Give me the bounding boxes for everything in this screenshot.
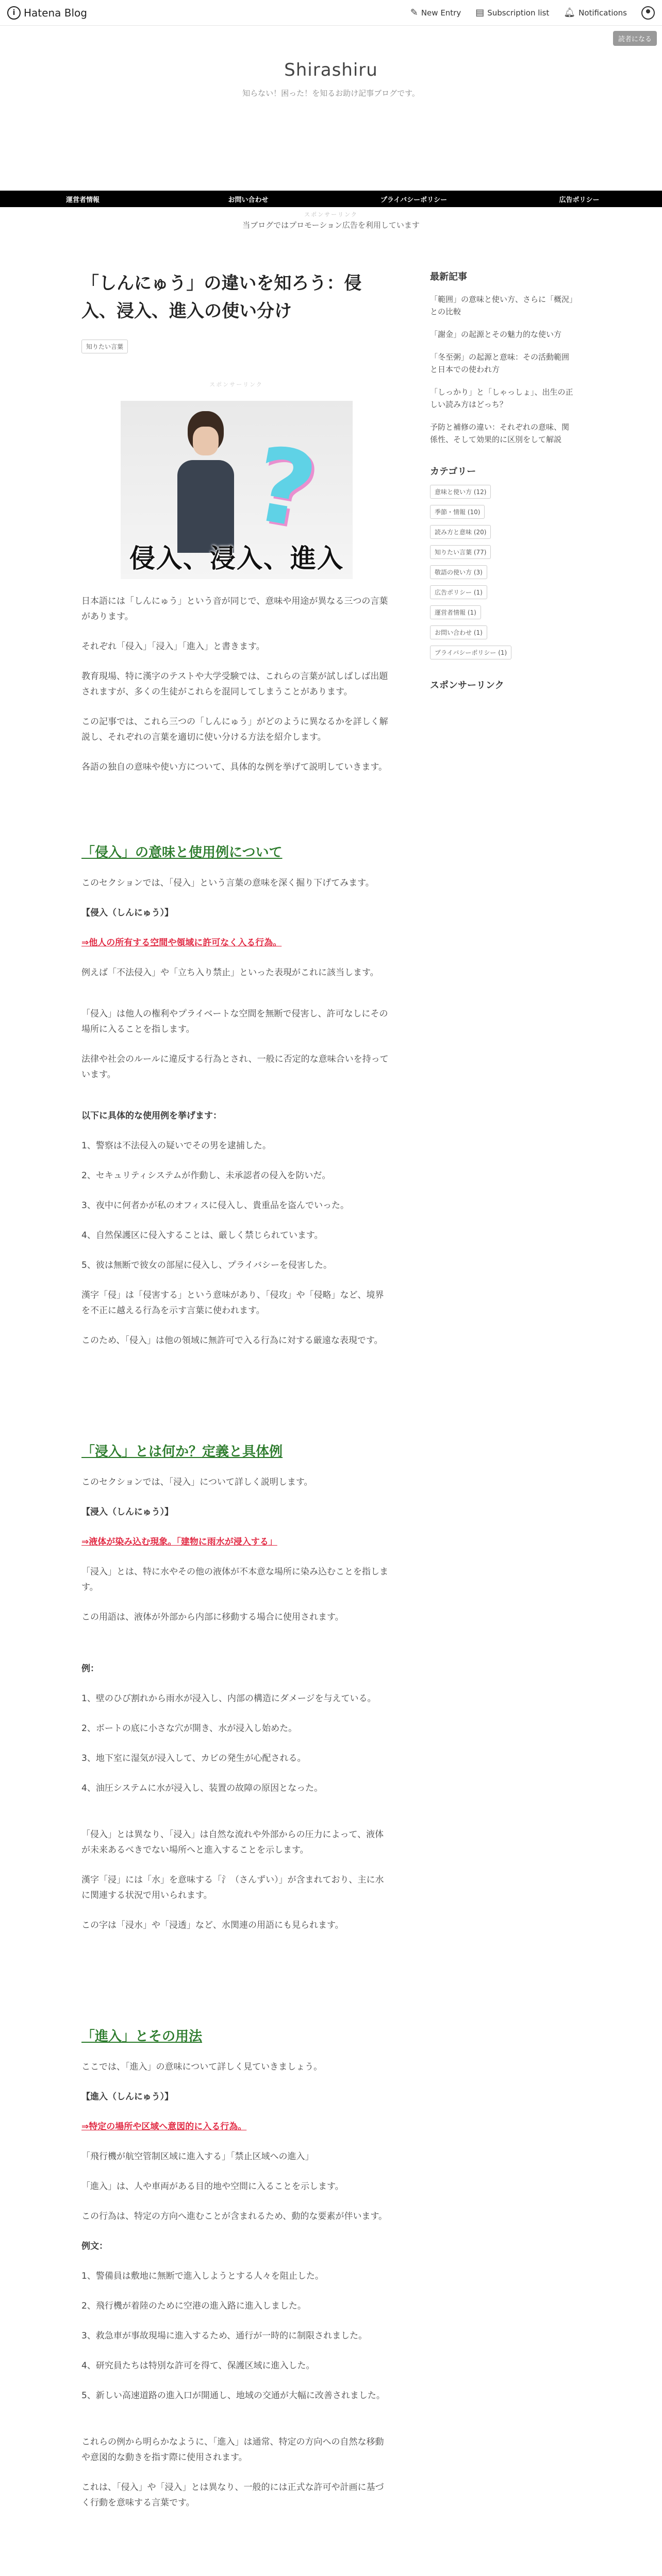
hero-caption: 侵入、浸入、進入 — [129, 544, 344, 573]
category-link[interactable]: プライバシーポリシー (1) — [430, 646, 511, 659]
body-paragraph: 漢字「浸」には「水」を意味する「氵（さんずい）」が含まれており、主に水に関連する状況で用いられます。 — [81, 1875, 384, 1901]
body-paragraph: 漢字「侵」は「侵害する」という意味があり、「侵攻」や「侵略」など、境界を不正に越える行為を示す言葉に使われます。 — [81, 1290, 384, 1316]
example-item: 2、セキュリティシステムが作動し、未承認者の侵入を防いだ。 — [81, 1171, 331, 1181]
example-item: 5、新しい高速道路の進入口が開通し、地域の交通が大幅に改善されました。 — [81, 2391, 385, 2401]
example-item: 3、地下室に湿気が浸入して、カビの発生が心配される。 — [81, 1753, 306, 1764]
sponsor-label: スポンサーリンク — [209, 381, 263, 388]
section-heading-shinnyu-seep: 「浸入」とは何か？定義と具体例 — [81, 1444, 283, 1460]
nav-item-contact[interactable]: お問い合わせ — [228, 196, 269, 204]
category-link[interactable]: 敬語の使い方 (3) — [430, 565, 487, 579]
example-item: 4、研究員たちは特別な許可を得て、保護区域に進入した。 — [81, 2361, 315, 2371]
hatena-logo-icon: i — [7, 6, 21, 20]
page-layout — [0, 230, 662, 2511]
body-paragraph: これらの例から明らかなように、「進入」は通常、特定の方向への自然な移動や意図的な動きを指す際に使用されます。 — [81, 2437, 384, 2463]
nav-item-privacy-policy[interactable]: プライバシーポリシー — [380, 196, 448, 204]
intro-paragraph: この記事では、これら三つの「しんにゅう」がどのように異なるかを詳しく解説し、それぞれの言葉を適切に使い分ける方法を紹介します。 — [81, 717, 388, 742]
hatena-logo-text: Hatena Blog — [24, 6, 87, 19]
new-entry-link[interactable] — [410, 7, 461, 18]
category-link[interactable]: お問い合わせ (1) — [430, 625, 487, 639]
intro-paragraph: 日本語には「しんにゅう」という音が同じで、意味や用途が異なる三つの言葉があります。 — [81, 596, 388, 622]
recent-post-link[interactable]: 「謝金」の起源とその魅力的な使い方 — [430, 330, 562, 339]
blog-header — [0, 26, 662, 191]
examples-title: 例文： — [81, 2241, 108, 2251]
body-paragraph: このため、「侵入」は他の領域に無許可で入る行為に対する厳遠な表現です。 — [81, 1335, 383, 1346]
category-link[interactable]: 読み方と意味 (20) — [430, 525, 491, 539]
recent-post-link[interactable]: 「冬至粥」の起源と意味：その活動範囲と日本での使われ方 — [430, 352, 570, 374]
hatena-logo[interactable] — [7, 6, 87, 20]
article-title[interactable]: 「しんにゅう」の違いを知ろう：侵入、浸入、進入の使い分け — [81, 273, 362, 321]
body-paragraph: この用語は、液体が外部から内部に移動する場合に使用されます。 — [81, 1612, 344, 1622]
intro-paragraph: それぞれ「侵入」「浸入」「進入」と書きます。 — [81, 641, 265, 652]
sidebar-sponsor-title: スポンサーリンク — [430, 680, 504, 691]
notifications-link[interactable] — [564, 7, 627, 18]
section-heading-shinnyu-invade: 「侵入」の意味と使用例について — [81, 845, 283, 860]
blog-description: 知らない！困った！を知るお助け記事ブログです。 — [242, 89, 420, 98]
topbar-actions — [410, 6, 655, 20]
example-item: 4、油圧システムに水が浸入し、装置の故障の原因となった。 — [81, 1783, 323, 1793]
promo-banner — [0, 207, 662, 230]
categories-list — [430, 485, 574, 659]
recent-post-link[interactable]: 「しっかり」と「しゃっしょ」、出生の正しい読み方はどっち？ — [430, 387, 573, 409]
global-nav — [0, 191, 662, 207]
body-paragraph: 「浸入」とは、特に水やその他の液体が不本意な場所に染み込むことを指します。 — [81, 1567, 388, 1592]
question-mark-icon: ? — [244, 423, 325, 553]
categories-section — [430, 464, 574, 659]
sidebar-sponsor-section — [430, 678, 574, 691]
blog-title[interactable]: Shirashiru — [284, 60, 378, 80]
term-definition: ⇒他人の所有する空間や領域に許可なく入る行為。 — [81, 938, 282, 948]
example-item: 3、夜中に何者かが私のオフィスに侵入し、貴重品を盗んでいった。 — [81, 1200, 349, 1211]
category-link[interactable]: 広告ポリシー (1) — [430, 585, 487, 599]
section-lead: このセクションでは、「浸入」について詳しく説明します。 — [81, 1477, 313, 1487]
example-item: 1、警備員は敷地に無断で進入しようとする人々を阻止した。 — [81, 2271, 324, 2281]
categories-title: カテゴリー — [430, 466, 476, 477]
hero-image — [121, 401, 353, 579]
body-paragraph: 法律や社会のルールに違反する行為とされ、一般に否定的な意味合いを持っています。 — [81, 1054, 389, 1080]
body-paragraph: 「侵入」とは異なり、「浸入」は自然な流れや外部からの圧力によって、液体が未来あるべきでない場所へと進入することを示します。 — [81, 1829, 384, 1855]
category-link[interactable]: 意味と使い方 (12) — [430, 485, 491, 499]
article-category-badge[interactable]: 知りたい言葉 — [81, 340, 128, 353]
example-item: 3、救急車が事故現場に進入するため、通行が一時的に制限されました。 — [81, 2331, 368, 2341]
subscribe-reader-button[interactable]: 読者になる — [613, 31, 657, 46]
examples-title: 例： — [81, 1664, 99, 1674]
example-item: 2、ボートの底に小さな穴が開き、水が浸入し始めた。 — [81, 1723, 297, 1734]
example-item: 2、飛行機が着陸のために空港の進入路に進入しました。 — [81, 2301, 306, 2311]
subscription-list-link[interactable] — [475, 7, 549, 18]
subscription-label: Subscription list — [487, 8, 550, 18]
body-paragraph: 「侵入」は他人の権利やプライベートな空間を無断で侵害し、許可なしにその場所に入ることを指します。 — [81, 1009, 388, 1035]
nav-item-ad-policy[interactable]: 広告ポリシー — [559, 196, 600, 204]
body-paragraph: 「飛行機が航空管制区域に進入する」「禁止区域への進入」 — [81, 2151, 314, 2162]
intro-paragraph: 各語の独自の意味や使い方について、具体的な例を挙げて説明していきます。 — [81, 762, 387, 772]
term-label: 【浸入（しんにゅう）】 — [81, 1507, 174, 1517]
category-link[interactable]: 季節・情報 (10) — [430, 505, 485, 519]
body-paragraph: この字は「浸水」や「浸透」など、水関連の用語にも見られます。 — [81, 1920, 344, 1930]
user-avatar-icon[interactable] — [641, 6, 655, 20]
body-paragraph: これは、「侵入」や「浸入」とは異なり、一般的には正式な許可や計画に基づく行動を意味する言葉です。 — [81, 2482, 384, 2508]
sponsor-label: スポンサーリンク — [304, 211, 358, 218]
section-lead: このセクションでは、「侵入」という言葉の意味を深く掘り下げてみます。 — [81, 878, 374, 888]
examples-title: 以下に具体的な使用例を挙げます： — [81, 1111, 222, 1121]
term-definition: ⇒特定の場所や区域へ意図的に入る行為。 — [81, 2122, 247, 2132]
recent-posts-list — [430, 293, 574, 446]
recent-post-link[interactable]: 「範囲」の意味と使い方、さらに「概況」との比較 — [430, 295, 573, 316]
term-label: 【侵入（しんにゅう）】 — [81, 908, 174, 918]
thinking-woman-illustration — [177, 411, 234, 550]
nav-item-operator-info[interactable]: 運営者情報 — [65, 196, 100, 204]
subscription-icon: ▤ — [475, 7, 485, 18]
bell-icon: 🔔︎ — [564, 7, 576, 18]
example-item: 4、自然保護区に侵入することは、厳しく禁じられています。 — [81, 1230, 323, 1241]
hatena-top-bar — [0, 0, 662, 26]
term-definition: ⇒液体が染み込む現象。「建物に雨水が浸入する」 — [81, 1537, 277, 1547]
category-link[interactable]: 運営者情報 (1) — [430, 605, 481, 619]
notifications-label: Notifications — [578, 8, 627, 18]
category-link[interactable]: 知りたい言葉 (77) — [430, 545, 491, 559]
term-label: 【進入（しんにゅう）】 — [81, 2092, 174, 2102]
section-lead: ここでは、「進入」の意味について詳しく見ていきましょう。 — [81, 2062, 323, 2072]
recent-posts-title: 最新記事 — [430, 272, 467, 282]
body-paragraph: 例えば「不法侵入」や「立ち入り禁止」といった表現がこれに該当します。 — [81, 968, 379, 978]
article — [81, 269, 391, 2511]
body-paragraph: この行為は、特定の方向へ進むことが含まれるため、動的な要素が伴います。 — [81, 2211, 387, 2222]
recent-post-link[interactable]: 予防と補修の違い：それぞれの意味、関係性、そして効果的に区別をして解説 — [430, 422, 570, 444]
example-item: 1、壁のひび割れから雨水が浸入し、内部の構造にダメージを与えている。 — [81, 1693, 376, 1704]
body-paragraph: 「進入」は、人や車両がある目的地や空間に入ることを示します。 — [81, 2181, 344, 2192]
section-heading-shinnyu-enter: 「進入」とその用法 — [81, 2029, 203, 2044]
example-item: 5、彼は無断で彼女の部屋に侵入し、プライバシーを侵害した。 — [81, 1260, 332, 1270]
intro-paragraph: 教育現場、特に漢字のテストや大学受験では、これらの言葉が試しばしば出題されますが、多くの生徒がこれらを混同してしまうことがあります。 — [81, 671, 388, 697]
example-item: 1、警察は不法侵入の疑いでその男を逮捕した。 — [81, 1141, 271, 1151]
sidebar — [430, 269, 574, 2511]
promo-note: 当ブログではプロモーション広告を利用しています — [242, 221, 420, 230]
new-entry-label: New Entry — [421, 8, 461, 18]
pencil-icon: ✎ — [410, 7, 418, 18]
